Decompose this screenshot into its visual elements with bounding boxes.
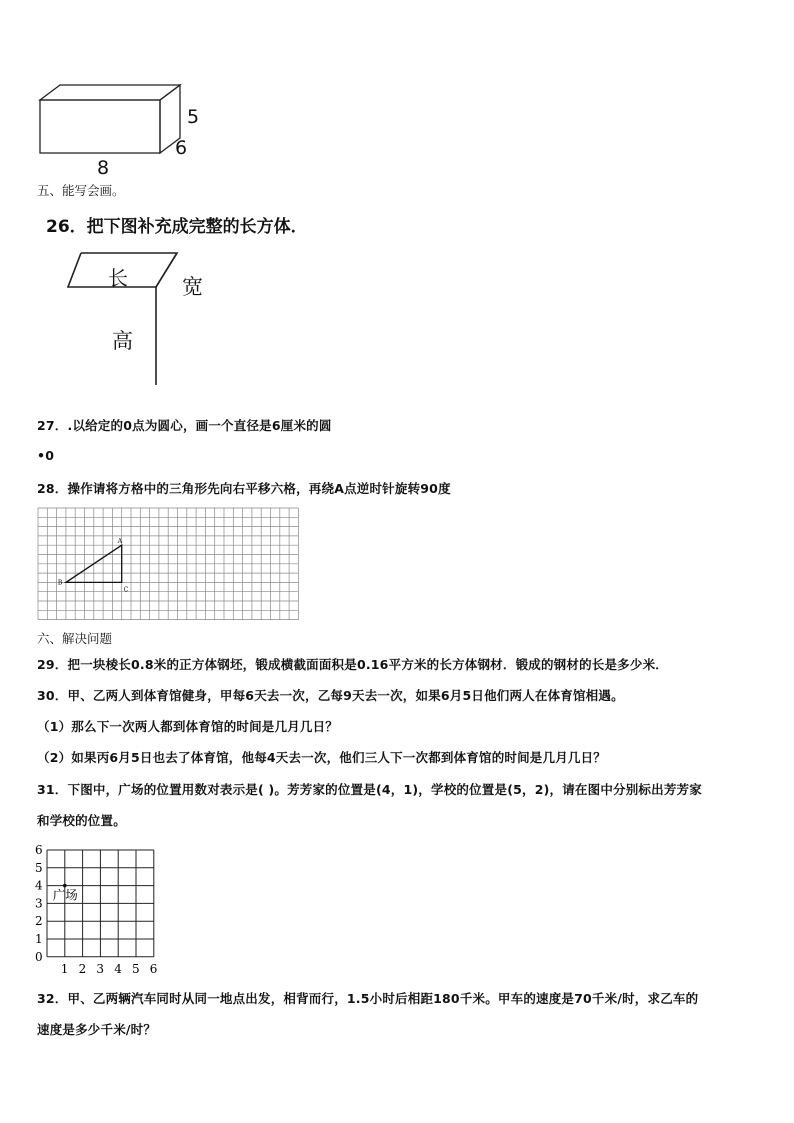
x-tick-label: 5 (132, 961, 140, 974)
q26-text: 26．把下图补充成完整的长方体． (46, 217, 308, 237)
q32-line1: 32．甲、乙两辆汽车同时从同一地点出发，相背而行，1.5小时后相距180千米。甲车的速度是70千米/时，求乙车的 (37, 991, 699, 1006)
q30-sub2: （2）如果丙6月5日也去了体育馆，他每4天去一次，他们三人下一次都到体育馆的时间是几月几日？ (37, 750, 606, 765)
q27-center-point: •0 (37, 448, 55, 463)
cuboid-width-label: 6 (175, 137, 188, 159)
q31-coordinate-grid (32, 842, 167, 974)
x-tick-label: 2 (78, 961, 87, 974)
q32-line2: 速度是多少千米/时？ (37, 1022, 157, 1037)
q26-height-label: 高 (112, 329, 133, 353)
y-tick-label: 6 (35, 843, 43, 857)
y-tick-label: 4 (35, 878, 43, 893)
y-tick-label: 5 (35, 860, 43, 875)
plaza-label: 广场 (52, 887, 78, 903)
y-tick-label: 1 (35, 932, 43, 946)
q30-sub1: （1）那么下一次两人都到体育馆的时间是几月几日？ (37, 719, 338, 734)
section-5-title: 五、能写会画。 (37, 183, 125, 198)
y-tick-label: 3 (35, 896, 43, 911)
q26-figure (60, 245, 240, 390)
q29-text: 29．把一块棱长0.8米的正方体钢坯，锻成横截面面积是0.16平方米的长方体钢材．锻成的钢材的长是多少米． (37, 657, 668, 672)
cuboid-figure (30, 80, 220, 180)
q27-text: 27．.以给定的0点为圆心，画一个直径是6厘米的圆 (37, 418, 332, 433)
x-tick-label: 1 (60, 961, 69, 974)
point-b-label: B (57, 579, 63, 587)
y-tick-label: 0 (35, 949, 43, 964)
q31-line2: 和学校的位置。 (37, 813, 126, 828)
section-6-title: 六、解决问题 (37, 631, 113, 646)
q26-length-label: 长 (108, 266, 128, 290)
point-c-label: C (123, 586, 129, 594)
cuboid-length-label: 8 (97, 157, 110, 179)
grid-lines (47, 850, 154, 957)
grid-lines (38, 508, 298, 620)
point-a-label: A (117, 538, 123, 546)
q26-width-label: 宽 (182, 275, 203, 299)
q31-line1: 31．下图中，广场的位置用数对表示是( )。芳芳家的位置是(4，1)，学校的位置是(5，2)，请在图中分别标出芳芳家 (37, 782, 702, 797)
q28-text: 28．操作请将方格中的三角形先向右平移六格，再绕A点逆时针旋转90度 (37, 481, 451, 496)
q30-text: 30．甲、乙两人到体育馆健身，甲每6天去一次，乙每9天去一次，如果6月5日他们两人在体育馆相遇。 (37, 688, 624, 703)
q28-grid (37, 507, 301, 623)
cuboid-height-label: 5 (187, 106, 200, 128)
x-tick-label: 3 (96, 961, 105, 974)
y-tick-label: 2 (35, 914, 43, 929)
x-tick-label: 4 (114, 961, 122, 974)
x-tick-label: 6 (149, 961, 158, 974)
